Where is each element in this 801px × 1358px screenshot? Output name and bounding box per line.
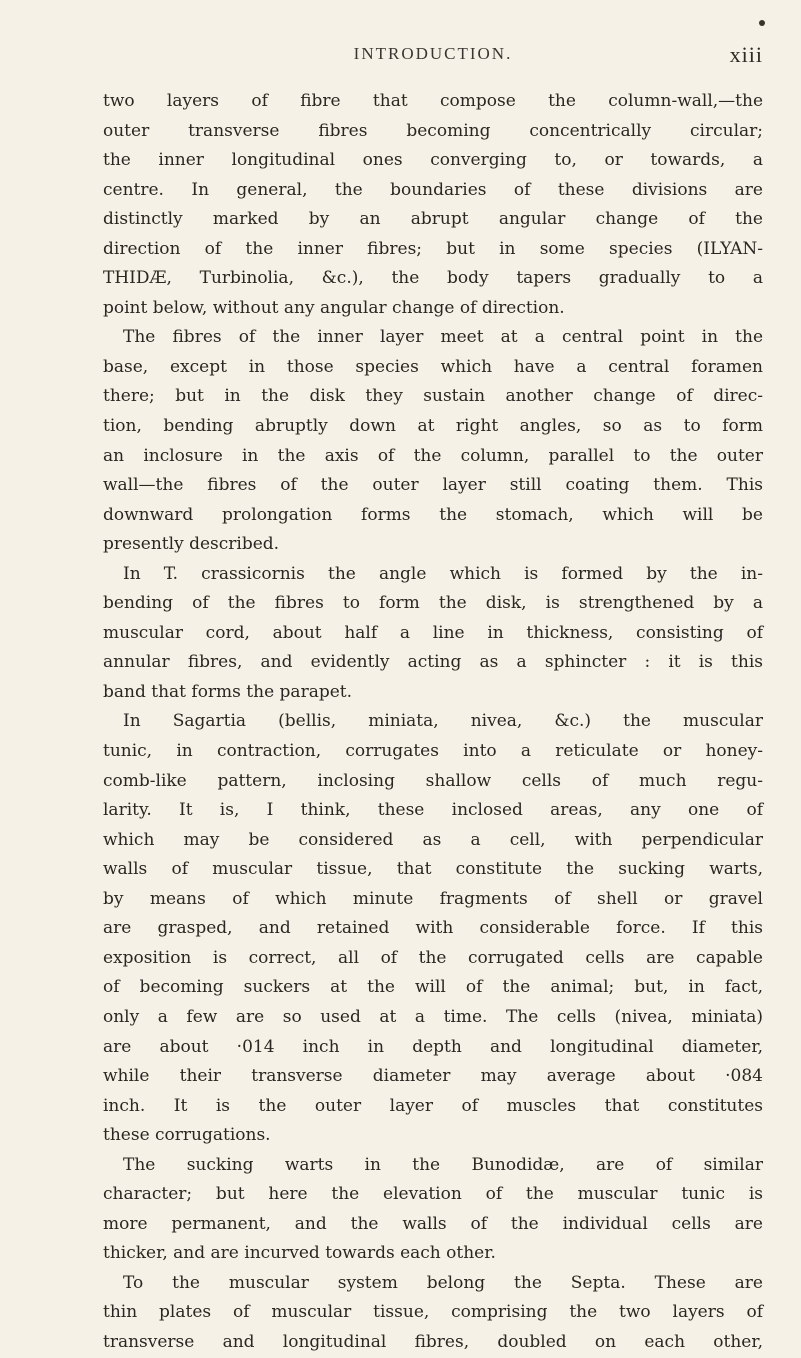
text-line: centre. In general, the boundaries of these divisions are [103, 179, 763, 200]
text-line: bending of the fibres to form the disk, is strengthened by a [103, 593, 763, 614]
text-line: The sucking warts in the Bunodidæ, are of similar [123, 1154, 763, 1175]
text-line: THIDÆ, Turbinolia, &c.), the body tapers gradually to a [103, 268, 763, 289]
text-line: are grasped, and retained with considerable force. If this [103, 918, 763, 939]
running-title: INTRODUCTION. [353, 44, 513, 63]
text-line: there; but in the disk they sustain another change of direc- [103, 386, 763, 407]
text-line: direction of the inner fibres; but in some species (ILYAN- [103, 238, 763, 259]
text-line: In Sagartia (bellis, miniata, nivea, &c.) the muscular [123, 711, 763, 732]
text-line: presently described. [103, 534, 280, 555]
text-line: In T. crassicornis the angle which is formed by the in- [123, 563, 763, 584]
text-line: tion, bending abruptly down at right angles, so as to form [103, 416, 763, 437]
text-line: an inclosure in the axis of the column, parallel to the outer [103, 445, 763, 466]
text-line: band that forms the parapet. [103, 681, 353, 702]
text-line: walls of muscular tissue, that constitute the sucking warts, [103, 859, 763, 880]
text-line: thin plates of muscular tissue, comprising the two layers of [103, 1302, 763, 1323]
text-line: transverse and longitudinal fibres, doubled on each other, [103, 1331, 763, 1352]
text-line: tunic, in contraction, corrugates into a reticulate or honey- [103, 741, 763, 762]
text-line: two layers of fibre that compose the column-wall,—the [103, 91, 763, 111]
text-line: these corrugations. [103, 1125, 271, 1146]
text-line: downward prolongation forms the stomach, which will be [103, 504, 763, 525]
text-line: by means of which minute fragments of shell or gravel [103, 888, 763, 909]
body-text [103, 87, 763, 1358]
text-line: base, except in those species which have a central foramen [103, 356, 763, 377]
text-line: character; but here the elevation of the muscular tunic is [103, 1184, 763, 1205]
page-number: xiii [729, 42, 763, 67]
text-line: larity. It is, I think, these inclosed areas, any one of [103, 800, 763, 821]
text-line: distinctly marked by an abrupt angular change of the [103, 209, 763, 230]
text-line: while their transverse diameter may average about ·084 [103, 1066, 763, 1087]
text-line: wall—the fibres of the outer layer still coating them. This [103, 475, 763, 496]
text-line: muscular cord, about half a line in thickness, consisting of [103, 622, 763, 643]
running-head [103, 16, 763, 67]
text-line: inch. It is the outer layer of muscles that constitutes [103, 1095, 763, 1116]
text-line: point below, without any angular change of direction. [103, 297, 565, 318]
text-line: outer transverse fibres becoming concentrically circular; [103, 120, 763, 141]
text-line: which may be considered as a cell, with perpendicular [103, 829, 763, 850]
text-line: the inner longitudinal ones converging to, or towards, a [103, 150, 763, 171]
text-line: thicker, and are incurved towards each other. [103, 1243, 496, 1264]
text-line: are about ·014 inch in depth and longitudinal diameter, [103, 1036, 763, 1057]
text-line: comb-like pattern, inclosing shallow cells of much regu- [103, 770, 763, 791]
text-line: more permanent, and the walls of the individual cells are [103, 1213, 763, 1234]
text-line: exposition is correct, all of the corrugated cells are capable [103, 947, 763, 968]
text-line: annular fibres, and evidently acting as a sphincter : it is this [103, 652, 763, 673]
text-line: only a few are so used at a time. The cells (nivea, miniata) [103, 1006, 763, 1027]
text-line: of becoming suckers at the will of the animal; but, in fact, [103, 977, 763, 998]
text-line: To the muscular system belong the Septa. These are [123, 1272, 763, 1293]
text-line: The fibres of the inner layer meet at a central point in the [123, 327, 763, 348]
